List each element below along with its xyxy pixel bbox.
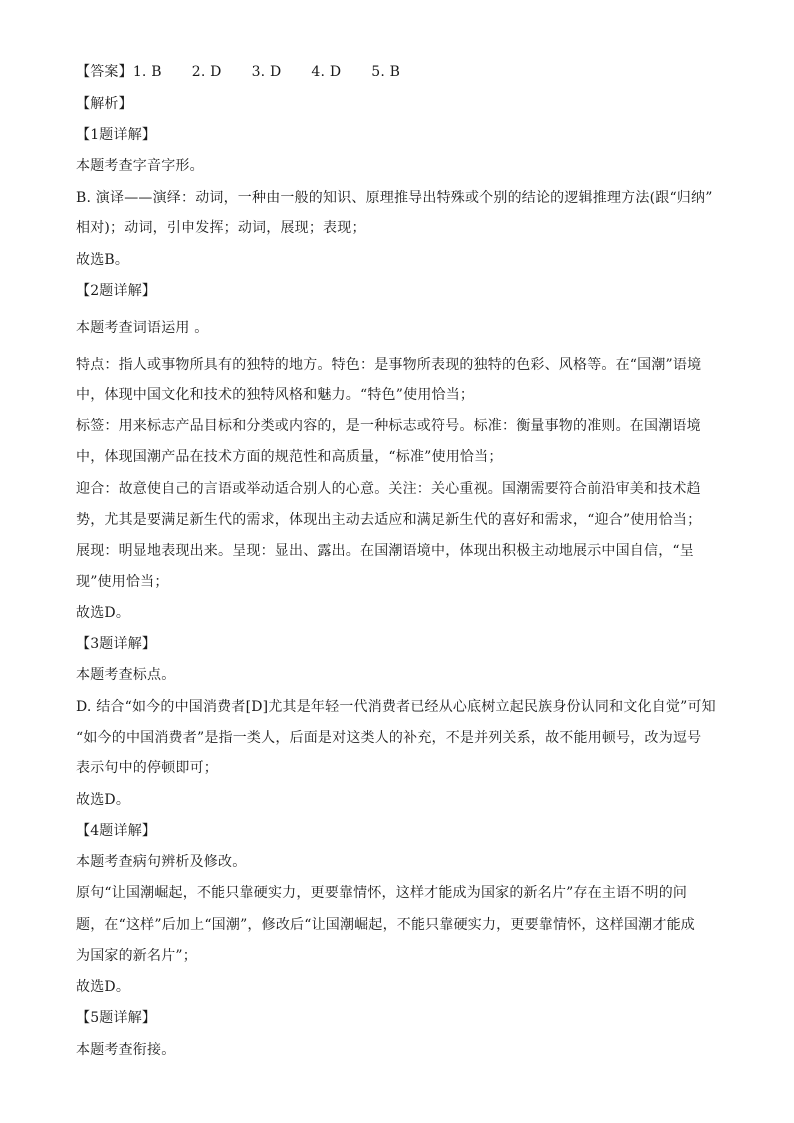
q3-line-2: D. 结合“如今的中国消费者[D]尤其是年轻一代消费者已经从心底树立起民族身份认同和文化自觉”可知 <box>76 699 716 715</box>
q2-line-1: 本题考查词语运用 。 <box>76 320 209 336</box>
answer-label: 【答案】 <box>76 64 133 80</box>
q1-line-3: 相对)；动词，引申发挥；动词，展现；表现； <box>76 220 366 236</box>
q2-line-7: 势，尤其是要满足新生代的需求，体现出主动去适应和满足新生代的喜好和需求，“迎合”使用恰当； <box>76 512 702 528</box>
q2-line-3: 中，体现中国文化和技术的独特风格和魅力。“特色”使用恰当； <box>76 387 475 403</box>
q2-line-4: 标签：用来标志产品目标和分类或内容的，是一种标志或符号。标准：衡量事物的准则。在国潮语境 <box>76 418 701 434</box>
q3-line-4: 表示句中的停顿即可； <box>76 760 218 776</box>
q2-line-9: 现”使用恰当； <box>76 574 169 590</box>
q2-heading: 【2题详解】 <box>76 283 157 299</box>
q5-line-1: 本题考查衔接。 <box>76 1042 176 1058</box>
answer-key-line <box>76 62 726 82</box>
q4-line-3: 题，在“这样”后加上“国潮”，修改后“让国潮崛起，不能只靠硬实力，更要靠情怀，这样国潮才能成 <box>76 917 695 933</box>
q1-heading: 【1题详解】 <box>76 127 157 143</box>
q3-heading: 【3题详解】 <box>76 636 157 652</box>
q4-line-5: 故选D。 <box>76 979 131 995</box>
answer-5: 5. B <box>371 64 401 80</box>
q2-line-2: 特点：指人或事物所具有的独特的地方。特色：是事物所表现的独特的色彩、风格等。在“国潮”语境 <box>76 357 702 373</box>
answer-3: 3. D <box>251 64 282 80</box>
q2-line-10: 故选D。 <box>76 605 131 621</box>
q1-line-4: 故选B。 <box>76 252 130 268</box>
q1-line-2: B. 演译——演绎：动词，一种由一般的知识、原理推导出特殊或个别的结论的逻辑推理方法(跟“归纳” <box>76 190 713 206</box>
q4-line-4: 为国家的新名片”； <box>76 948 197 964</box>
q4-line-2: 原句“让国潮崛起，不能只靠硬实力，更要靠情怀，这样才能成为国家的新名片”存在主语不明的问 <box>76 885 688 901</box>
q1-line-1: 本题考查字音字形。 <box>76 158 204 174</box>
answer-1: 1. B <box>132 64 162 80</box>
q3-line-1: 本题考查标点。 <box>76 667 176 683</box>
analysis-heading: 【解析】 <box>76 96 133 112</box>
q2-line-6: 迎合：故意使自己的言语或举动适合别人的心意。关注：关心重视。国潮需要符合前沿审美和技术趋 <box>76 481 701 497</box>
answer-4: 4. D <box>311 64 342 80</box>
answer-2: 2. D <box>191 64 222 80</box>
q2-line-5: 中，体现国潮产品在技术方面的规范性和高质量，“标准”使用恰当； <box>76 449 503 465</box>
q2-line-8: 展现：明显地表现出来。呈现：显出、露出。在国潮语境中，体现出积极主动地展示中国自信，“呈 <box>76 543 694 559</box>
q4-line-1: 本题考查病句辨析及修改。 <box>76 854 247 870</box>
q5-heading: 【5题详解】 <box>76 1010 157 1026</box>
q3-line-5: 故选D。 <box>76 792 131 808</box>
q4-heading: 【4题详解】 <box>76 823 157 839</box>
q3-line-3: “如今的中国消费者”是指一类人，后面是对这类人的补充，不是并列关系，故不能用顿号，改为逗号 <box>76 730 702 746</box>
